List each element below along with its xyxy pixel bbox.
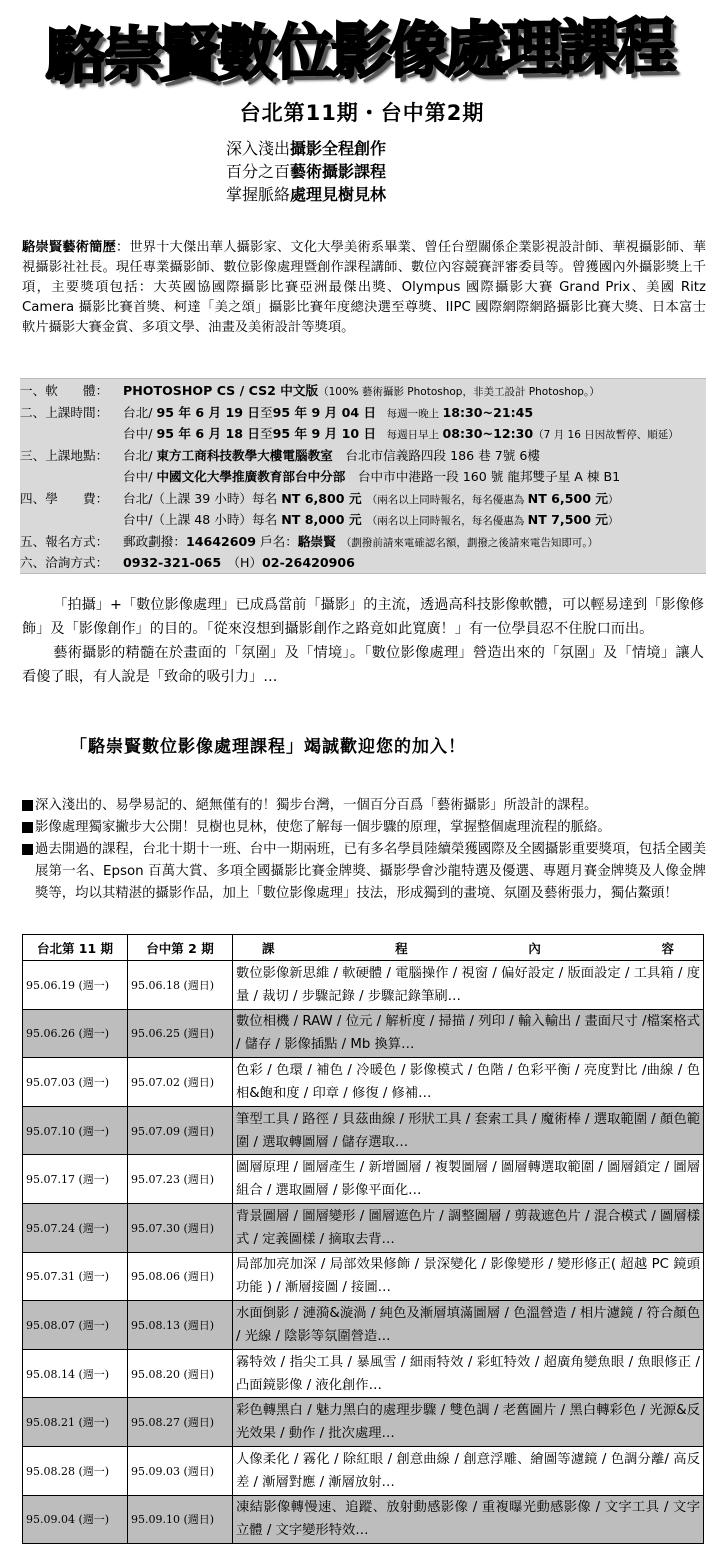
course-content: 筆型工具 / 路徑 / 貝茲曲線 / 形狀工具 / 套索工具 / 魔術棒 / 選取範圍 / 顏色範圍 / 選取轉圖層 / 儲存選取… (233, 1106, 704, 1155)
date-taichung: 95.08.06 (週日) (128, 1252, 233, 1301)
course-content: 彩色轉黑白 / 魅力黑白的處理步驟 / 雙色調 / 老舊圖片 / 黑白轉彩色 / 光源&反光效果 / 動作 / 批次處理… (233, 1398, 704, 1447)
date-taichung: 95.08.20 (週日) (128, 1349, 233, 1398)
tagline: 百分之百藝術攝影課程 (226, 162, 387, 181)
table-row (23, 1058, 704, 1107)
bio-label: 駱崇賢藝術簡歷 (22, 240, 116, 255)
date-taipei: 95.07.17 (週一) (23, 1155, 128, 1204)
date-taichung: 95.09.03 (週日) (128, 1446, 233, 1495)
info-label: 五、報名方式： (20, 533, 109, 549)
header-taichung: 台中第 2 期 (128, 935, 233, 961)
date-taipei: 95.08.14 (週一) (23, 1349, 128, 1398)
schedule-table (22, 934, 704, 1544)
info-value: 台中/（上課 48 小時）每名 NT 8,000 元 （兩名以上同時報名，每名優惠為 NT 7,500 元） (123, 512, 619, 528)
course-content: 數位相機 / RAW / 位元 / 解析度 / 掃描 / 列印 / 輸入輸出 / 畫面尺寸 /檔案格式 / 儲存 / 影像插點 / Mb 換算… (233, 1009, 704, 1058)
table-row (23, 1106, 704, 1155)
tagline: 深入淺出攝影全程創作 (226, 139, 387, 158)
date-taichung: 95.07.09 (週日) (128, 1106, 233, 1155)
info-label: 一、軟 體： (20, 383, 109, 399)
date-taipei: 95.08.28 (週一) (23, 1446, 128, 1495)
info-row (20, 422, 706, 444)
info-value: 台中/ 95 年 6 月 18 日至95 年 9 月 10 日 每週日早上 08:30~12:30（7 月 16 日因故暫停、順延） (123, 426, 679, 442)
list-item: 影像處理獨家撇步大公開！見樹也見林，使您了解每一個步驟的原理，掌握整個處理流程的脈絡。 (22, 817, 706, 839)
info-label: 四、學 費： (20, 490, 109, 506)
square-bullet-icon (22, 800, 33, 811)
info-row (20, 401, 706, 423)
info-label: 二、上課時間： (20, 404, 109, 420)
bio-text: ：世界十大傑出華人攝影家、文化大學美術系畢業、曾任台塑關係企業影視設計師、華視攝影師、華視攝影社社長。現任專業攝影師、數位影像處理暨創作課程講師、數位內容競賽評審委員等。曾獲國內外攝影獎上千項，主要獎項包括：大英國協國際攝影比賽亞洲最傑出獎、Olympus 國際攝影大賽 Grand Prix、美國 Ritz Camera 攝影比賽首獎、柯達「美之頌」攝影比賽年度總決選至尊獎、IIPC 國際網際網路攝影比賽大獎、日本富士軟片攝影大賽金賞、多項文學、油畫及美術設計等獎項。 (22, 240, 707, 335)
course-content: 水面倒影 / 漣漪&漩渦 / 純色及漸層填滿圖層 / 色溫營造 / 相片濾鏡 / 符合顏色 / 光線 / 陰影等氛圍營造… (233, 1301, 704, 1350)
tagline: 掌握脈絡處理見樹見林 (226, 185, 387, 204)
date-taichung: 95.06.25 (週日) (128, 1009, 233, 1058)
intro-text (22, 593, 704, 689)
table-row (23, 1155, 704, 1204)
course-banner (14, 11, 704, 93)
info-value: 台北/ 95 年 6 月 19 日至95 年 9 月 04 日 每週一晚上 18:30~21:45 (123, 404, 534, 420)
list-item: 深入淺出的、易學易記的、絕無僅有的！獨步台灣，一個百分百爲「藝術攝影」所設計的課程。 (22, 795, 706, 817)
date-taichung: 95.07.02 (週日) (128, 1058, 233, 1107)
square-bullet-icon (22, 844, 33, 855)
date-taipei: 95.07.03 (週一) (23, 1058, 128, 1107)
course-content: 凍結影像轉慢速、追蹤、放射動感影像 / 重複曝光動感影像 / 文字工具 / 文字立體 / 文字變形特效… (233, 1495, 704, 1544)
header-taipei: 台北第 11 期 (23, 935, 128, 961)
date-taichung: 95.09.10 (週日) (128, 1495, 233, 1544)
info-value: 0932-321-065 （H）02-26420906 (123, 555, 355, 571)
info-row (20, 508, 706, 530)
table-row (23, 1203, 704, 1252)
table-row (23, 1301, 704, 1350)
date-taichung: 95.06.18 (週日) (128, 961, 233, 1010)
taglines (226, 137, 386, 206)
date-taipei: 95.07.31 (週一) (23, 1252, 128, 1301)
date-taipei: 95.09.04 (週一) (23, 1495, 128, 1544)
feature-bullets (22, 795, 706, 905)
info-row (20, 465, 706, 487)
info-label: 三、上課地點： (20, 447, 109, 463)
table-row (23, 1398, 704, 1447)
course-content: 色彩 / 色環 / 補色 / 冷暖色 / 影像模式 / 色階 / 色彩平衡 / 亮度對比 /曲線 / 色相&飽和度 / 印章 / 修復 / 修補… (233, 1058, 704, 1107)
info-value: PHOTOSHOP CS / CS2 中文版（100% 藝術攝影 Photoshop，非美工設計 Photoshop。） (123, 383, 600, 399)
info-label: 六、洽詢方式： (20, 555, 109, 571)
date-taipei: 95.08.21 (週一) (23, 1398, 128, 1447)
table-row (23, 1495, 704, 1544)
course-content: 局部加亮加深 / 局部效果修飾 / 景深變化 / 影像變形 / 變形修正( 超越 PC 鏡頭功能 ) / 漸層接圖 / 接圖… (233, 1252, 704, 1301)
course-content: 數位影像新思維 / 軟硬體 / 電腦操作 / 視窗 / 偏好設定 / 版面設定 / 工具箱 / 度量 / 裁切 / 步驟記錄 / 步驟記錄筆刷… (233, 961, 704, 1010)
info-row (20, 444, 706, 466)
info-value: 郵政劃撥：14642609 戶名：駱崇賢 （劃撥前請來電確認名額，劃撥之後請來電告知即可。） (123, 533, 599, 549)
table-row (23, 1009, 704, 1058)
date-taipei: 95.06.19 (週一) (23, 961, 128, 1010)
session-subtitle: 台北第11期・台中第2期 (239, 101, 485, 125)
date-taichung: 95.07.30 (週日) (128, 1203, 233, 1252)
course-info-block (20, 378, 706, 574)
intro-paragraph: 藝術攝影的精髓在於畫面的「氛圍」及「情境」。「數位影像處理」營造出來的「氛圍」及「情境」讓人看傻了眼，有人說是「致命的吸引力」… (22, 645, 704, 685)
course-content: 背景圖層 / 圖層變形 / 圖層遮色片 / 調整圖層 / 剪裁遮色片 / 混合模式 / 圖層樣式 / 定義圖樣 / 摘取去背… (233, 1203, 704, 1252)
banner-title: 駱崇賢數位影像處理課程 (45, 11, 673, 93)
table-row (23, 1252, 704, 1301)
artist-bio (22, 238, 706, 338)
table-row (23, 1349, 704, 1398)
date-taichung: 95.08.13 (週日) (128, 1301, 233, 1350)
info-value: 台北/（上課 39 小時）每名 NT 6,800 元 （兩名以上同時報名，每名優惠為 NT 6,500 元） (123, 490, 619, 506)
course-content: 人像柔化 / 霧化 / 除紅眼 / 創意曲線 / 創意浮雕、繪圖等濾鏡 / 色調分離/ 高反差 / 漸層對應 / 漸層放射… (233, 1446, 704, 1495)
course-content: 霧特效 / 指尖工具 / 暴風雪 / 細雨特效 / 彩虹特效 / 超廣角變魚眼 / 魚眼修正 / 凸面鏡影像 / 液化創作… (233, 1349, 704, 1398)
list-item: 過去開過的課程，台北十期十一班、台中一期兩班，已有多名學員陸續榮獲國際及全國攝影重要獎項，包括全國美展第一名、Epson 百萬大賞、多項全國攝影比賽金牌獎、攝影學會沙龍特選及優選、專題月賽金牌獎及人像金牌獎等，均以其精湛的攝影作品，加上「數位影像處理」技法，形成獨到的畫境、氛圍及藝術張力，獨佔鰲頭！ (22, 839, 706, 905)
welcome-message: 「駱崇賢數位影像處理課程」竭誠歡迎您的加入！ (70, 737, 466, 757)
course-content: 圖層原理 / 圖層產生 / 新增圖層 / 複製圖層 / 圖層轉選取範圍 / 圖層鎖定 / 圖層組合 / 選取圖層 / 影像平面化… (233, 1155, 704, 1204)
intro-paragraph: 「拍攝」+「數位影像處理」已成爲當前「攝影」的主流，透過高科技影像軟體，可以輕易達到「影像修飾」及「影像創作」的目的。「從來沒想到攝影創作之路竟如此寬廣！」有一位學員忍不住脫口而出。 (22, 597, 704, 637)
header-contents: 課 程 內 容 (233, 935, 704, 961)
date-taipei: 95.07.10 (週一) (23, 1106, 128, 1155)
info-row (20, 487, 706, 509)
date-taichung: 95.08.27 (週日) (128, 1398, 233, 1447)
info-row (20, 530, 706, 552)
date-taipei: 95.07.24 (週一) (23, 1203, 128, 1252)
date-taipei: 95.06.26 (週一) (23, 1009, 128, 1058)
square-bullet-icon (22, 822, 33, 833)
info-row (20, 379, 706, 401)
table-row (23, 1446, 704, 1495)
info-value: 台北/ 東方工商科技教學大樓電腦教室 台北市信義路四段 186 巷 7號 6樓 (123, 447, 540, 463)
table-row (23, 961, 704, 1010)
date-taipei: 95.08.07 (週一) (23, 1301, 128, 1350)
date-taichung: 95.07.23 (週日) (128, 1155, 233, 1204)
info-value: 台中/ 中國文化大學推廣教育部台中分部 台中市中港路一段 160 號 龍邦雙子星 A 棟 B1 (123, 469, 621, 485)
info-row (20, 551, 706, 573)
